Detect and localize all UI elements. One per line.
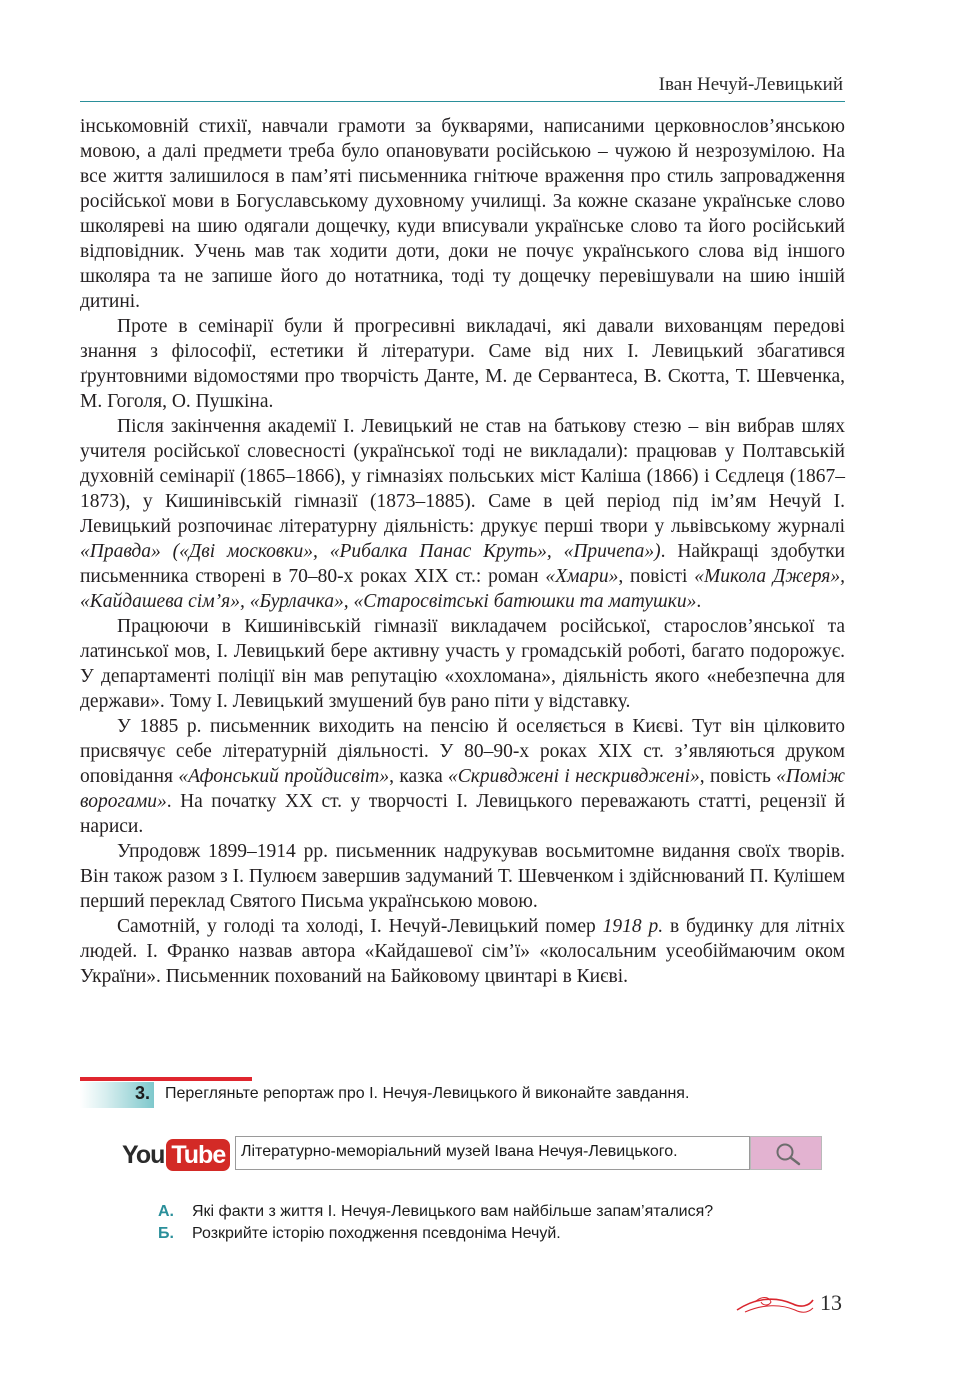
question-item [158, 1203, 713, 1225]
task-number-badge [80, 1082, 154, 1108]
work-title: «Хмари» [545, 566, 619, 587]
paragraph-1: інськомовній стихії, навчали грамоти за букварями, написаними церковнослов’янською мовою, а далі предмети треба було опановувати російською – чужою й незрозумілою. На все життя залишилося в пам’яті письменника гнітюче враження про стиль запровадження російської мови в Богуславському духовному училищі. За кожне сказане українське слово школяреві на шию одягали дощечку, куди вписували українське слово та його російський відповідник. Учень мав так ходити доти, доки не почує українського слова від іншого школяра та не запише його до нотатника, тоді ту дощечку перевішували на шию іншій дитині. [80, 116, 845, 312]
search-icon [775, 1142, 801, 1166]
header-rule [80, 101, 845, 102]
task-number: 3. [134, 1083, 150, 1103]
youtube-logo-tube: Tube [166, 1139, 230, 1171]
text-run: . Найкращі здобутки письменника створені в 70–80-х роках XIX ст.: роман [80, 541, 845, 587]
page-number: 13 [820, 1290, 842, 1315]
work-titles: «Правда» («Дві московки», «Рибалка Панас Круть», «Причепа») [80, 541, 661, 562]
paragraph-7 [80, 914, 845, 989]
youtube-logo-you: You [122, 1140, 165, 1169]
question-letter: А. [158, 1203, 174, 1220]
death-year: 1918 р. [602, 916, 664, 937]
work-title: «Поміж ворогами» [80, 766, 846, 812]
question-letter: Б. [158, 1225, 174, 1242]
question-text: Розкрийте історію походження псевдоніма Нечуй. [192, 1225, 561, 1242]
question-text: Які факти з життя І. Нечуя-Левицького вам найбільше запам’яталися? [192, 1203, 714, 1220]
text-run: , повісті [618, 566, 695, 587]
question-item [158, 1225, 713, 1247]
text-run: Після закінчення академії І. Левицький не став на батькову стезю – він вибрав шлях учителя російської словесності (української тоді не викладали): працював у Полтавській духовній семінарії (1865–1866), у гімназіях польських міст Каліша (1866) і Сєдлеця (1867–1873), у Кишинівській гімназії (1873–1885). Саме в цей період під ім’ям Нечуй І. Левицький розпочинає літературну діяльність: друкує перші твори у львівському журналі [80, 416, 845, 537]
search-button[interactable] [750, 1136, 822, 1170]
search-input[interactable]: Літературно-меморіальний музей Івана Нечуя-Левицького. [235, 1136, 750, 1170]
main-text [80, 114, 845, 989]
text-run: Самотній, у голоді та холоді, І. Нечуй-Левицький помер [117, 916, 603, 937]
work-title: «Скривджені і нескривджені» [448, 766, 700, 787]
work-titles: «Микола Джеря», «Кайдашева сім’я», «Бурлачка», «Старосвітські батюшки та матушки» [80, 566, 846, 612]
paragraph-2: Проте в семінарії були й прогресивні викладачі, які давали вихованцям передові знання з філософії, естетики й літератури. Саме від них І. Левицький збагатився ґрунтовними відомостями про творчість Данте, М. де Сервантеса, В. Скотта, Т. Шевченка, М. Гоголя, О. Пушкіна. [80, 316, 845, 412]
text-run: . На початку XX ст. у творчості І. Левицького переважають статті, рецензії й нариси. [80, 791, 845, 837]
work-title: «Афонський пройдисвіт» [178, 766, 390, 787]
text-run: , казка [389, 766, 449, 787]
paragraph-3 [80, 414, 845, 614]
youtube-logo [122, 1137, 230, 1173]
paragraph-5 [80, 714, 845, 839]
question-list [158, 1203, 713, 1247]
text-run: в будинку для літніх людей. І. Франко назвав автора «Кайдашевої сім’ї» «колосальним усеобіймаючим оком України». Письменник похований на Байковому цвинтарі в Києві. [80, 916, 846, 987]
text-run: , повість [699, 766, 777, 787]
running-title: Іван Нечуй-Левицький [658, 74, 843, 95]
text-run: У 1885 р. письменник виходить на пенсію й оселяється в Києві. Тут він цілковито присвячує себе літературній діяльності. У 80–90-х роках XIX ст. з’являються друком оповідання [80, 716, 845, 787]
task-instruction: Перегляньте репортаж про І. Нечуя-Левицького й виконайте завдання. [165, 1085, 690, 1102]
task-accent-bar [80, 1077, 252, 1081]
paragraph-6: Упродовж 1899–1914 рр. письменник надрукував восьмитомне видання своїх творів. Він також разом з І. Пулюєм завершив задуманий Т. Шевченком і здійснюваний П. Кулішем перший переклад Святого Письма українською мовою. [80, 841, 845, 912]
flourish-ornament-icon [735, 1290, 815, 1320]
text-run: . [696, 591, 702, 612]
paragraph-4: Працюючи в Кишинівській гімназії викладачем російської, старослов’янської та латинської мов, І. Левицький бере активну участь у громадській роботі, багато подорожує. У департаменті поліції він мав репутацію «хохломана», діяльність якого «небезпечна для держави». Тому І. Левицький змушений був рано піти у відставку. [80, 616, 845, 712]
